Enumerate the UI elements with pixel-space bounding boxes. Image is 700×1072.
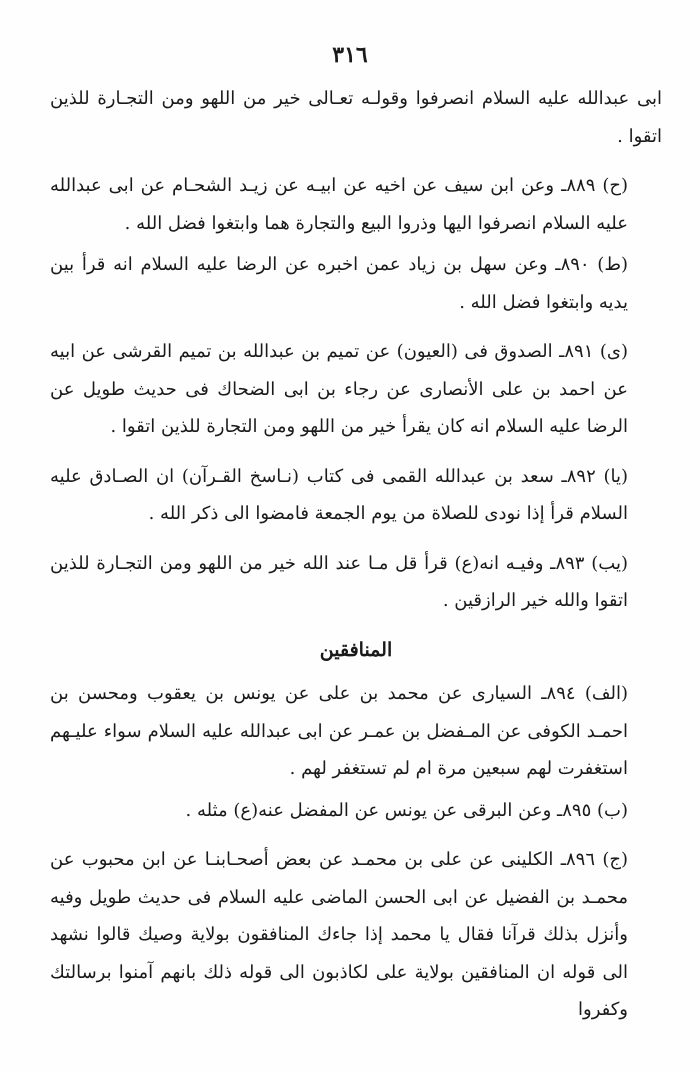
- paragraph-896: (ج) ٨٩٦ـ الكلينى عن على بن محمـد عن بعض أصحـابنـا عن ابن محبوب عن محمـد بن الفضيل عن ابى الحسن الماضى عليه السلام فى حديث طويل وفيه وأنزل بذلك قرآنا فقال يا محمد إذا جاءك المنافقون بولاية وصيك قالوا نشهد الى قوله ان المنافقين بولاية على لكاذبون الى قوله ذلك بانهم آمنوا برسالتك وكفروا: [50, 849, 628, 1020]
- paragraph-893: (يب) ٨٩٣ـ وفيـه انه(ع) قرأ قل مـا عند الله خير من اللهو ومن التجـارة للذين اتقوا والله خير الرازقين .: [50, 552, 629, 611]
- paragraph-889: (ح) ٨٨٩ـ وعن ابن سيف عن اخيه عن ابيـه عن زيـد الشحـام عن ابى عبدالله عليه السلام انصرفوا اليها وذروا البيع والتجارة هما وابتغوا فضل الله .: [50, 175, 629, 234]
- paragraph-894: (الف) ٨٩٤ـ السيارى عن محمد بن على عن يونس بن يعقوب ومحسن بن احمـد الكوفى عن المـفضل بن عمـر عن ابى عبدالله عليه السلام سواء عليـهم استغفرت لهم سبعين مرة ام لم تستغفر لهم .: [50, 683, 628, 779]
- paragraph-892: (يا) ٨٩٢ـ سعد بن عبدالله القمى فى كتاب (نـاسخ القـرآن) ان الصـادق عليه السلام قرأ إذا نودى للصلاة من يوم الجمعة فامضوا الى ذكر الله .: [50, 465, 628, 524]
- paragraph-895: (ب) ٨٩٥ـ وعن البرقى عن يونس عن المفضل عنه(ع) مثله .: [185, 799, 628, 821]
- paragraph-intro: ابى عبدالله عليه السلام انصرفوا وقولـه تعـالى خير من اللهو ومن التجـارة للذين اتقوا .: [50, 88, 662, 147]
- paragraph-890: (ط) ٨٩٠ـ وعن سهل بن زياد عمن اخبره عن الرضا عليه السلام انه قرأ بين يديه وابتغوا فضل الله .: [50, 254, 628, 313]
- page-number: ٣١٦: [332, 42, 368, 68]
- paragraph-891: (ى) ٨٩١ـ الصدوق فى (العيون) عن تميم بن عبدالله بن تميم القرشى عن ابيه عن احمد بن على الأنصارى عن رجاء بن ابى الضحاك فى حديث طويل عن الرضا عليه السلام انه كان يقرأ خير من اللهو ومن التجارة للذين اتقوا .: [50, 341, 628, 437]
- page-body: [50, 80, 662, 1033]
- section-heading: المنافقين: [319, 638, 393, 661]
